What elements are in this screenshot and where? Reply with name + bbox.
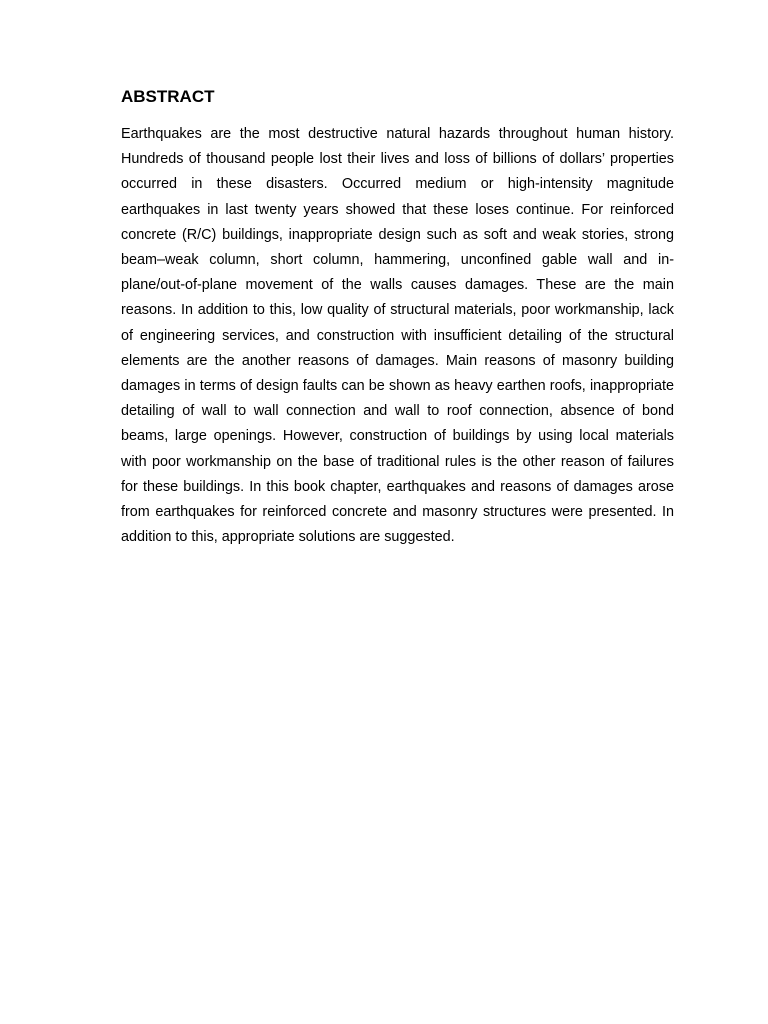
abstract-body-text: Earthquakes are the most destructive natural hazards throughout human history. Hundreds of thousand people lost their lives and loss of billions of dollars’ properties occurred in these disasters. Occurred medium or high-intensity magnitude earthquakes in last twenty years showed that these loses continue. For reinforced concrete (R/C) buildings, inappropriate design such as soft and weak stories, strong beam–weak column, short column, hammering, unconfined gable wall and in-plane/out-of-plane movement of the walls causes damages. These are the main reasons. In addition to this, low quality of structural materials, poor workmanship, lack of engineering services, and construction with insufficient detailing of the structural elements are the another reasons of damages. Main reasons of masonry building damages in terms of design faults can be shown as heavy earthen roofs, inappropriate detailing of wall to wall connection and wall to roof connection, absence of bond beams, large openings. However, construction of buildings by using local materials with poor workmanship on the base of traditional rules is the other reason of failures for these buildings. In this book chapter, earthquakes and reasons of damages arose from earthquakes for reinforced concrete and masonry structures were presented. In addition to this, appropriate solutions are suggested. — [121, 126, 674, 546]
abstract-heading: ABSTRACT — [121, 87, 215, 106]
